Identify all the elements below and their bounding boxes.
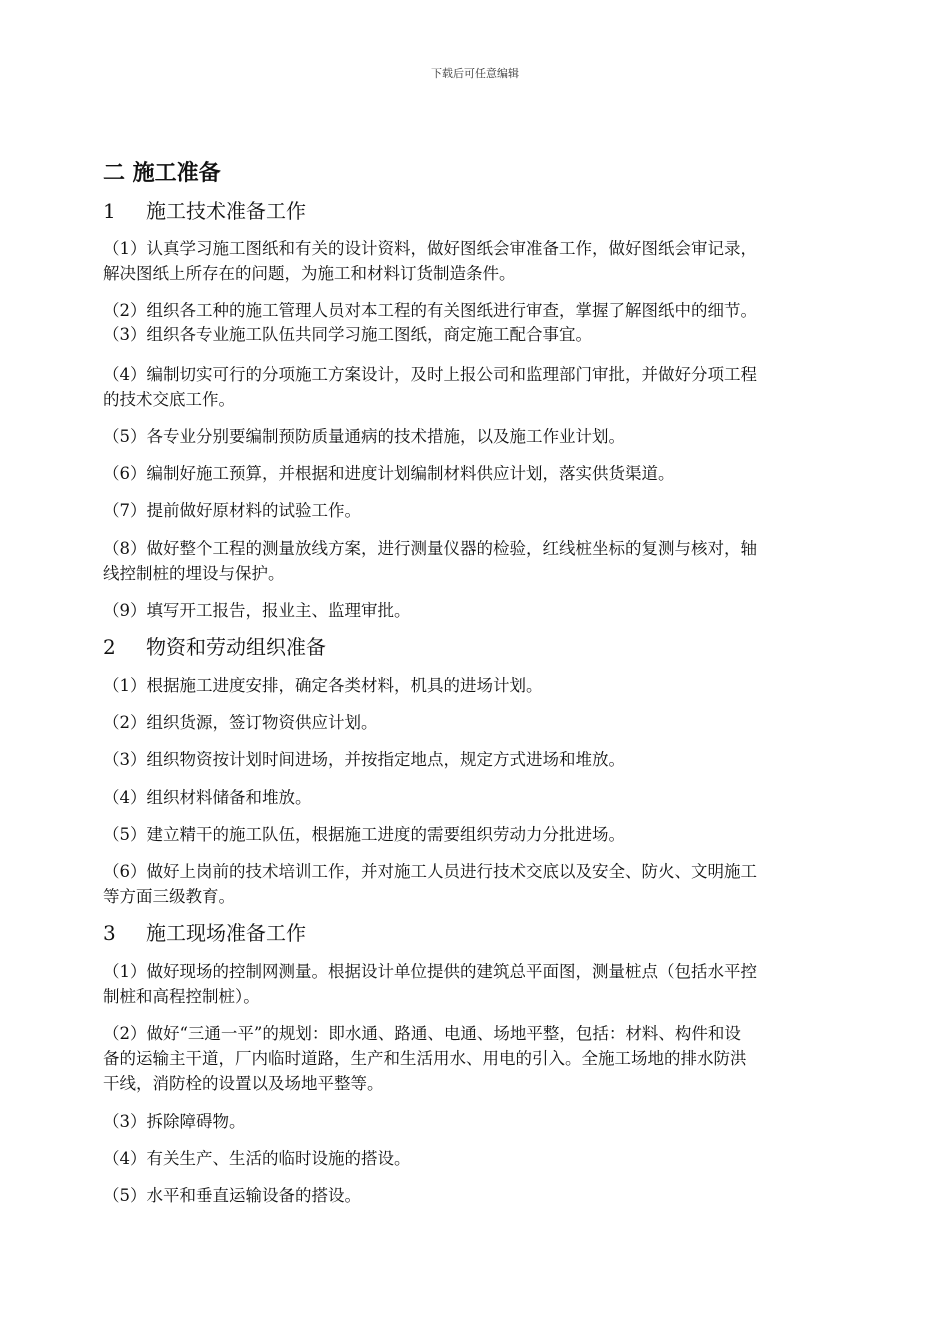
paragraph — [103, 1109, 863, 1134]
paragraph-line: 制桩和高程控制桩）。 — [103, 987, 260, 1006]
paragraph — [103, 859, 863, 909]
paragraph-line: （1）根据施工进度安排，确定各类材料，机具的进场计划。 — [103, 676, 543, 695]
paragraph — [103, 498, 863, 523]
paragraph — [103, 673, 863, 698]
paragraph-line: 备的运输主干道，厂内临时道路，生产和生活用水、用电的引入。全施工场地的排水防洪 — [103, 1049, 747, 1068]
paragraph — [103, 1146, 863, 1171]
paragraph — [103, 1183, 863, 1208]
paragraph — [103, 598, 863, 623]
paragraph — [103, 959, 863, 1009]
paragraph-line: （5）各专业分别要编制预防质量通病的技术措施，以及施工作业计划。 — [103, 427, 625, 446]
paragraph-line: （3）拆除障碍物。 — [103, 1112, 246, 1131]
paragraph — [103, 822, 863, 847]
paragraph-line: （8）做好整个工程的测量放线方案，进行测量仪器的检验，红线桩坐标的复测与核对，轴 — [103, 539, 757, 558]
paragraph-line: 解决图纸上所存在的问题，为施工和材料订货制造条件。 — [103, 264, 516, 283]
paragraph — [103, 362, 863, 412]
paragraph — [103, 1021, 863, 1096]
section-heading-3 — [103, 920, 306, 946]
paragraph — [103, 710, 863, 735]
paragraph-line: （1）做好现场的控制网测量。根据设计单位提供的建筑总平面图，测量桩点（包括水平控 — [103, 962, 757, 981]
section-heading-2 — [103, 634, 326, 660]
paragraph-line: （2）做好“三通一平”的规划：即水通、路通、电通、场地平整，包括：材料、构件和设 — [103, 1024, 741, 1043]
paragraph-line: （9）填写开工报告，报业主、监理审批。 — [103, 601, 411, 620]
paragraph-line: （4）有关生产、生活的临时设施的搭设。 — [103, 1149, 411, 1168]
paragraph — [103, 236, 863, 286]
paragraph — [103, 747, 863, 772]
paragraph — [103, 298, 863, 323]
document-title: 二 施工准备 — [103, 161, 221, 186]
section-title: 施工现场准备工作 — [146, 921, 306, 945]
paragraph-line: 线控制桩的埋设与保护。 — [103, 564, 285, 583]
paragraph-line: （1）认真学习施工图纸和有关的设计资料，做好图纸会审准备工作，做好图纸会审记录， — [103, 239, 757, 258]
section-number: 1 — [103, 199, 116, 223]
paragraph-line: （5）建立精干的施工队伍，根据施工进度的需要组织劳动力分批进场。 — [103, 825, 625, 844]
page-header-note: 下载后可任意编辑 — [431, 67, 519, 80]
paragraph-line: 的技术交底工作。 — [103, 390, 235, 409]
section-number: 3 — [103, 921, 116, 945]
paragraph-line: （3）组织物资按计划时间进场，并按指定地点，规定方式进场和堆放。 — [103, 750, 625, 769]
paragraph — [103, 424, 863, 449]
paragraph-line: （4）组织材料储备和堆放。 — [103, 788, 312, 807]
paragraph-line: （6）编制好施工预算，并根据和进度计划编制材料供应计划，落实供货渠道。 — [103, 464, 675, 483]
paragraph-line: （4）编制切实可行的分项施工方案设计，及时上报公司和监理部门审批，并做好分项工程 — [103, 365, 757, 384]
paragraph-line: 干线，消防栓的设置以及场地平整等。 — [103, 1074, 384, 1093]
section-title: 施工技术准备工作 — [146, 199, 306, 223]
paragraph-line: （6）做好上岗前的技术培训工作，并对施工人员进行技术交底以及安全、防火、文明施工 — [103, 862, 757, 881]
paragraph — [103, 536, 863, 586]
paragraph-line: 等方面三级教育。 — [103, 887, 235, 906]
section-heading-1 — [103, 198, 306, 224]
paragraph-line: （2）组织各工种的施工管理人员对本工程的有关图纸进行审查，掌握了解图纸中的细节。 — [103, 301, 757, 320]
section-title: 物资和劳动组织准备 — [146, 635, 326, 659]
paragraph-line: （2）组织货源，签订物资供应计划。 — [103, 713, 378, 732]
paragraph-line: （7）提前做好原材料的试验工作。 — [103, 501, 361, 520]
paragraph — [103, 322, 863, 347]
paragraph-line: （5）水平和垂直运输设备的搭设。 — [103, 1186, 361, 1205]
section-number: 2 — [103, 635, 116, 659]
paragraph — [103, 785, 863, 810]
paragraph — [103, 461, 863, 486]
paragraph-line: （3）组织各专业施工队伍共同学习施工图纸，商定施工配合事宜。 — [103, 325, 592, 344]
